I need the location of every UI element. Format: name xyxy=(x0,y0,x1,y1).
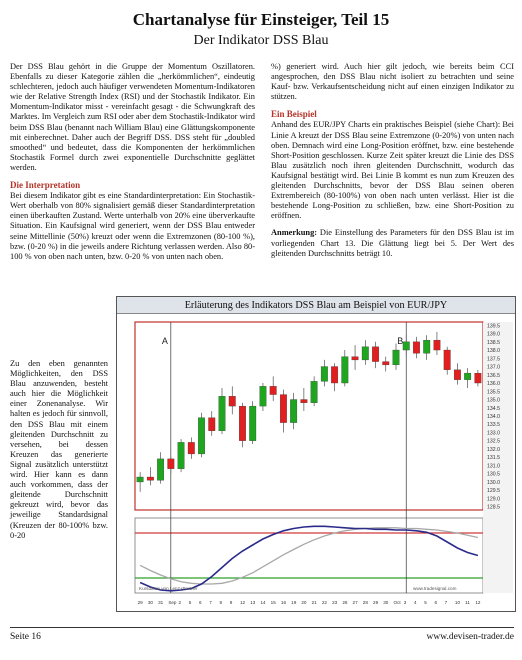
date-tick-label: 7 xyxy=(209,600,212,605)
price-tick-label: 134.0 xyxy=(487,414,500,420)
candle-body xyxy=(423,340,430,353)
candle-body xyxy=(362,347,369,360)
footer-divider xyxy=(10,627,514,628)
date-tick-label: 13 xyxy=(250,600,256,605)
candle-body xyxy=(475,373,482,383)
date-tick-label: 12 xyxy=(475,600,481,605)
note-paragraph xyxy=(271,228,514,258)
date-tick-label: 23 xyxy=(332,600,338,605)
footer-page-number: Seite 16 xyxy=(10,632,41,642)
candle-body xyxy=(413,342,420,354)
candle-body xyxy=(249,406,256,441)
note-label: Anmerkung: xyxy=(271,228,318,238)
left-column xyxy=(10,62,255,262)
candle-body xyxy=(260,386,267,406)
candle-body xyxy=(301,400,308,403)
date-tick-label: 7 xyxy=(444,600,448,605)
date-tick-label: 29 xyxy=(137,600,143,605)
price-tick-label: 139.0 xyxy=(487,331,500,338)
price-tick-label: 131.5 xyxy=(487,455,500,462)
date-tick-label: 29 xyxy=(373,600,379,605)
candle-body xyxy=(239,406,246,441)
chart-source: Kursdaten von Lenz+Partner xyxy=(139,586,198,591)
price-tick-label: 130.0 xyxy=(487,479,500,486)
price-tick-label: 136.0 xyxy=(487,381,500,388)
price-tick-label: 133.0 xyxy=(487,430,500,437)
chart-title: Erläuterung des Indikators DSS Blau am Beispiel von EUR/JPY xyxy=(117,297,515,314)
candle-body xyxy=(382,362,389,365)
date-tick-label: 9 xyxy=(229,600,233,605)
date-tick-label: 6 xyxy=(434,600,438,605)
price-tick-label: 133.5 xyxy=(487,422,500,429)
candle-body xyxy=(219,396,226,431)
price-tick-label: 138.5 xyxy=(487,339,500,346)
date-tick-label: 4 xyxy=(413,600,417,605)
price-panel-frame xyxy=(135,322,483,510)
candle-body xyxy=(311,381,318,402)
chart-watermark: www.tradesignal.com xyxy=(413,586,457,591)
price-tick-label: 137.0 xyxy=(487,364,500,371)
candle-body xyxy=(198,418,205,454)
date-tick-label: 27 xyxy=(352,600,358,605)
date-tick-label: 15 xyxy=(270,600,276,605)
candle-body xyxy=(434,340,441,350)
candle-body xyxy=(168,459,175,469)
price-tick-label: 129.5 xyxy=(487,488,500,495)
date-tick-label: 16 xyxy=(280,600,287,605)
price-tick-label: 132.0 xyxy=(487,446,500,453)
marker-a-label: A xyxy=(161,336,168,346)
right-column xyxy=(271,62,514,259)
price-tick-label: 129.0 xyxy=(487,496,500,503)
candle-body xyxy=(403,342,410,350)
interpretation-heading: Die Interpretation xyxy=(10,180,81,191)
candle-body xyxy=(157,459,164,480)
price-tick-label: 128.5 xyxy=(487,504,500,511)
candle-body xyxy=(331,367,338,383)
date-tick-label: Oct xyxy=(393,600,401,605)
date-tick-label: 2 xyxy=(178,600,182,605)
chart-canvas xyxy=(117,314,515,611)
date-tick-label: 11 xyxy=(465,600,470,605)
date-tick-label: 14 xyxy=(260,600,266,605)
date-tick-label: 10 xyxy=(454,600,461,605)
date-tick-label: 5 xyxy=(188,600,192,605)
price-tick-label: 135.0 xyxy=(487,397,500,404)
candle-body xyxy=(178,442,185,468)
date-tick-label: 12 xyxy=(239,600,246,605)
candle-body xyxy=(290,400,297,423)
chart-figure xyxy=(116,296,516,612)
candle-body xyxy=(280,395,287,423)
date-tick-label: 6 xyxy=(199,600,202,605)
candle-body xyxy=(321,367,328,382)
footer-url: www.devisen-trader.de xyxy=(426,632,514,642)
price-tick-label: 136.5 xyxy=(487,372,500,379)
date-tick-label: 21 xyxy=(311,600,317,605)
intro-paragraph: Der DSS Blau gehört in die Gruppe der Momentum Oszillatoren. Ebenfalls zu dieser Kategorie zählen die „herkömmlichen“, eindeutig schlechteren, jedoch auch häufiger verwendeten Momentum-Indikatoren wie der Relative Strength Index (RSI) und der Stochastik Indikator. Ein Momentum-Indikator misst - vereinfacht gesagt - die Schwungkraft des Marktes. Im Vergleich zum RSI oder aber dem Stochastik-Indikator wird beim DSS Blau (benannt nach William Blau) eine Glättungskomponente mit einberechnet. Daher auch der Begriff DSS. DSS steht für „doubled smoothed“ und bedeutet, dass die Komponenten der herkömmlichen Stochastik Formel durch zwei exponentielle Durchschnitte geglättet werden. xyxy=(10,62,255,172)
price-tick-label: 135.5 xyxy=(487,389,500,396)
date-tick-label: Sep xyxy=(168,600,177,605)
candle-body xyxy=(464,373,471,380)
page-subtitle: Der Indikator DSS Blau xyxy=(193,33,329,48)
candle-body xyxy=(393,350,400,365)
date-tick-label: 30 xyxy=(147,600,153,605)
candle-body xyxy=(352,357,359,360)
candle-body xyxy=(188,442,195,454)
date-tick-label: 3 xyxy=(403,600,407,605)
date-tick-label: 22 xyxy=(321,600,327,605)
price-tick-label: 139.5 xyxy=(487,323,500,330)
note-text: Die Einstellung des Parameters für den DSS Blau ist im vorliegenden Chart 13. Die Glättung liegt bei 5. Der Wert des gleitenden Durchschnitts beträgt 10. xyxy=(271,228,514,258)
price-tick-label: 130.5 xyxy=(487,471,500,478)
example-heading: Ein Beispiel xyxy=(271,109,317,120)
page-title: Chartanalyse für Einsteiger, Teil 15 xyxy=(132,10,390,29)
candle-body xyxy=(270,386,277,394)
continuation-paragraph: %) generiert wird. Auch hier gilt jedoch, wie bereits beim CCI angesprochen, den DSS Blau nicht isoliert zu betrachten und seine Kauf- bzw. Verkaufsentscheidung nicht auf einen einzigen Indikator zu stützen. xyxy=(271,62,514,102)
marker-b-label: B xyxy=(397,336,404,346)
candle-body xyxy=(208,418,215,431)
example-paragraph: Anhand des EUR/JPY Charts ein praktisches Beispiel (siehe Chart): Bei Linie A kreuzt der DSS Blau seine Extremzone (0-20%) von unten nach oben. Demnach wird eine Long-Position eröffnet, bzw. eine bestehende Short-Position geschlossen. Kurze Zeit später kreuzt die Linie des DSS Blau zusätzlich noch ihren gleitenden Durchschnitt, wodurch das Kaufsignal bestätigt wird. Bei Linie B kommt es nun zum Kreuzen des gleitenden Durchschnitts, bevor der DSS Blau seinen oberen Extrembereich (80-100%) von oben nach unten verlässt. Hier ist die bestehende Long-Position zu schließen, bzw. eine Short-Position zu eröffnen. xyxy=(271,120,514,221)
candle-body xyxy=(342,357,349,383)
date-tick-label: 8 xyxy=(219,600,223,605)
candle-body xyxy=(454,370,461,380)
candle-body xyxy=(229,396,236,406)
date-tick-label: 28 xyxy=(362,600,368,605)
date-tick-label: 26 xyxy=(342,600,348,605)
price-tick-label: 134.5 xyxy=(487,405,500,412)
price-tick-label: 131.0 xyxy=(487,463,500,470)
date-tick-label: 20 xyxy=(301,600,307,605)
date-tick-label: 30 xyxy=(383,600,389,605)
candle-body xyxy=(444,350,451,370)
price-tick-label: 132.5 xyxy=(487,438,500,445)
candle-body xyxy=(147,477,154,480)
date-tick-label: 5 xyxy=(424,600,427,605)
candle-body xyxy=(137,477,144,482)
wrapped-paragraph: Zu den eben genannten Möglichkeiten, den DSS Blau anzuwenden, besteht auch hier die Möglichkeit einer Zonenanalyse. Wir halten es jedoch für sinnvoll, den DSS Blau mit einem gleitenden Durchschnitt zu versehen, bei dessen Kreuzen das generierte Signal zusätzlich unterstützt wird. Hier kann es dann auch vorkommen, dass der gleitende Durchschnitt gekreuzt wird, bevor das jeweilige Standardsignal (Kreuzen der 80-100% bzw. 0-20 xyxy=(10,359,108,540)
date-tick-label: 31 xyxy=(158,600,164,605)
date-tick-label: 19 xyxy=(291,600,297,605)
price-tick-label: 138.0 xyxy=(487,348,500,355)
interpretation-paragraph: Bei diesem Indikator gibt es eine Standardinterpretation: Ein Stochastik-Wert oberhalb von 80% signalisiert gemäß dieser Standardinterpretation einen überkauften Zustand. Werte unterhalb von 20% eine überverkaufte Situation. Ein Kaufsignal wird generiert, wenn der DSS Blau entweder seine Mittellinie (50%) kreuzt oder wenn die Extremzonen (80-100 %), bzw. (0-20 %) in die jeweils andere Richtung verlassen werden. Also 80-100 % von oben nach unten, bzw. 0-20 % von unten nach oben. xyxy=(10,191,255,261)
candle-body xyxy=(372,347,379,362)
price-tick-label: 137.5 xyxy=(487,356,500,363)
